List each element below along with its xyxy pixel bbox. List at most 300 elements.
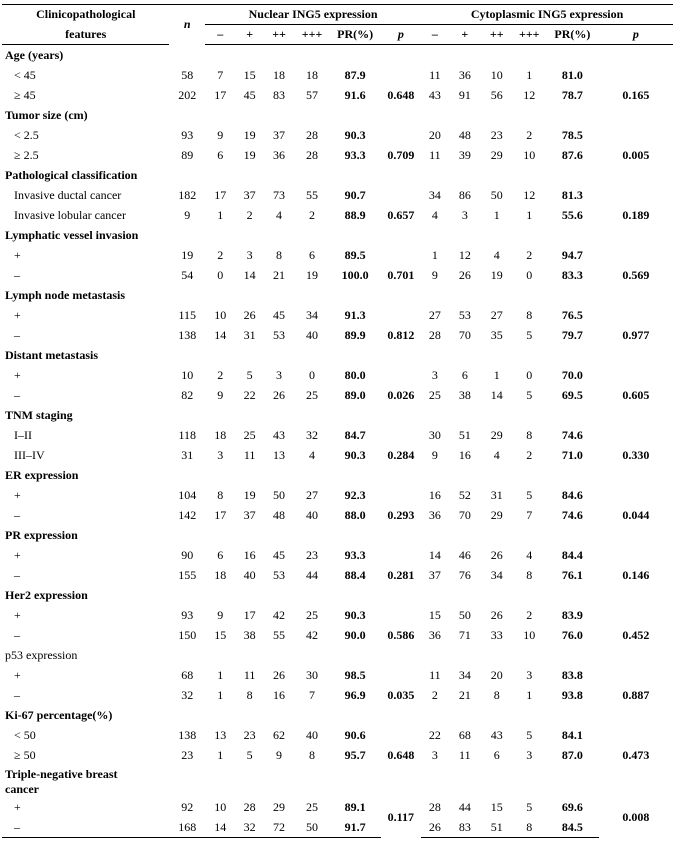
cyto-cell-pr: 55.6 (561, 208, 583, 222)
cyto-p-value: 0.473 (622, 748, 650, 762)
row-label: < 50 (14, 728, 36, 742)
cyto-cell-neg: 30 (428, 428, 441, 442)
group-title: Lymph node metastasis (5, 288, 126, 302)
nuclear-cell-pr: 92.3 (344, 488, 366, 502)
table-row (2, 545, 673, 565)
cyto-p-value (599, 545, 673, 565)
group-title: p53 expression (5, 648, 78, 662)
nuclear-cell-pr: 87.9 (344, 68, 366, 82)
nuclear-cell-plus: 5 (246, 368, 253, 382)
group-title: ER expression (5, 468, 79, 482)
row-label: + (14, 368, 21, 382)
cyto-cell-neg: 25 (428, 388, 441, 402)
cyto-cell-neg: 43 (428, 88, 441, 102)
nuclear-cell-plus3: 0 (309, 368, 316, 382)
nuclear-cell-plus: 19 (243, 488, 256, 502)
cyto-p-value: 0.005 (622, 148, 650, 162)
row-label: – (14, 328, 20, 342)
nuclear-cell-plus: 19 (243, 148, 256, 162)
nuclear-cell-pr: 90.3 (344, 448, 366, 462)
cyto-p-value: 0.977 (622, 328, 650, 342)
nuclear-cell-plus3: 25 (306, 388, 319, 402)
cyto-cell-plus2: 27 (490, 308, 503, 322)
cyto-cell-plus: 50 (458, 608, 471, 622)
nuclear-cell-pr: 88.4 (344, 568, 366, 582)
nuclear-cell-neg: 2 (217, 368, 224, 382)
nuclear-cell-plus3: 18 (306, 68, 319, 82)
nuclear-cell-plus3: 28 (306, 148, 319, 162)
cyto-cell-plus2: 29 (490, 148, 503, 162)
cyto-cell-plus3: 2 (526, 608, 533, 622)
nuclear-cell-pr: 89.0 (344, 388, 366, 402)
nuclear-cell-neg: 15 (214, 628, 227, 642)
cyto-cell-plus: 48 (458, 128, 471, 142)
cyto-cell-plus3: 2 (526, 128, 533, 142)
nuclear-p-value: 0.284 (387, 448, 415, 462)
cyto-cell-pr: 83.3 (561, 268, 583, 282)
col-header-pr: PR(%) (546, 25, 599, 45)
col-header-neg: – (205, 25, 235, 45)
cell-n: 138 (178, 328, 197, 342)
cyto-p-value: 0.044 (622, 508, 650, 522)
cyto-cell-plus2: 33 (490, 628, 503, 642)
nuclear-cell-plus3: 55 (306, 188, 319, 202)
cyto-cell-pr: 81.0 (561, 68, 583, 82)
group-title-row (2, 285, 673, 305)
cell-n: 93 (181, 608, 194, 622)
nuclear-cell-plus: 5 (246, 748, 253, 762)
nuclear-cell-plus2: 62 (273, 728, 286, 742)
nuclear-cell-pr: 96.9 (344, 688, 366, 702)
nuclear-cell-plus2: 72 (264, 817, 294, 838)
cyto-cell-plus2: 19 (490, 268, 503, 282)
nuclear-cell-pr: 90.0 (344, 628, 366, 642)
nuclear-cell-plus3: 27 (306, 488, 319, 502)
nuclear-cell-neg: 6 (217, 148, 224, 162)
cyto-cell-plus2: 1 (493, 208, 500, 222)
group-title-row (2, 645, 673, 665)
cyto-cell-neg: 3 (431, 368, 438, 382)
nuclear-cell-plus3: 2 (309, 208, 316, 222)
cyto-cell-plus: 34 (458, 668, 471, 682)
cyto-cell-pr: 94.7 (561, 248, 583, 262)
cyto-cell-plus3: 10 (523, 628, 536, 642)
group-title-row (2, 465, 673, 485)
group-title-row (2, 165, 673, 185)
cyto-cell-pr: 69.5 (561, 388, 583, 402)
nuclear-cell-plus2: 73 (273, 188, 286, 202)
nuclear-cell-plus: 19 (243, 128, 256, 142)
nuclear-cell-plus2: 45 (273, 548, 286, 562)
cyto-p-value (599, 425, 673, 445)
cyto-cell-plus3: 12 (523, 88, 536, 102)
cyto-cell-pr: 79.7 (561, 328, 583, 342)
cyto-p-value: 0.887 (622, 688, 650, 702)
cyto-cell-plus: 38 (458, 388, 471, 402)
nuclear-cell-plus2: 4 (276, 208, 283, 222)
table-row (2, 265, 673, 285)
col-header-p: p (599, 25, 673, 45)
cyto-cell-pr: 84.4 (561, 548, 583, 562)
cyto-cell-pr: 70.0 (561, 368, 583, 382)
cyto-cell-plus3: 1 (526, 208, 533, 222)
nuclear-cell-pr: 88.9 (344, 208, 366, 222)
cyto-cell-plus2: 56 (490, 88, 503, 102)
nuclear-group-header: Nuclear ING5 expression (205, 5, 421, 25)
cell-n: 118 (178, 428, 196, 442)
cell-n: 9 (184, 208, 191, 222)
cyto-cell-neg: 28 (428, 800, 441, 814)
cyto-p-value: 0.569 (622, 268, 650, 282)
nuclear-p-value (381, 425, 422, 445)
nuclear-cell-plus: 31 (243, 328, 256, 342)
cyto-cell-pr: 87.0 (561, 748, 583, 762)
cyto-cell-plus3: 10 (523, 148, 536, 162)
cyto-p-value (599, 305, 673, 325)
group-title-row (2, 345, 673, 365)
nuclear-cell-plus3: 25 (306, 800, 319, 814)
nuclear-p-value: 0.648 (387, 748, 415, 762)
nuclear-cell-neg: 14 (205, 817, 235, 838)
cell-n: 142 (178, 508, 197, 522)
cyto-p-value: 0.146 (622, 568, 650, 582)
nuclear-cell-pr: 90.7 (344, 188, 366, 202)
cyto-cell-pr: 87.6 (561, 148, 583, 162)
row-label: III–IV (14, 448, 45, 462)
nuclear-cell-plus2: 21 (273, 268, 286, 282)
row-label: + (14, 608, 21, 622)
nuclear-cell-neg: 9 (217, 388, 224, 402)
cyto-cell-plus3: 5 (526, 800, 533, 814)
nuclear-cell-pr: 95.7 (344, 748, 366, 762)
table-row (2, 745, 673, 765)
row-label: – (14, 568, 20, 582)
nuclear-cell-neg: 1 (217, 208, 224, 222)
cell-n: 31 (181, 448, 194, 462)
nuclear-p-value: 0.812 (387, 328, 415, 342)
cell-n: 92 (181, 800, 194, 814)
nuclear-cell-plus: 37 (243, 188, 256, 202)
nuclear-cell-plus: 11 (243, 668, 256, 682)
cell-n: 82 (181, 388, 194, 402)
group-title-row (2, 105, 673, 125)
nuclear-cell-plus3: 34 (306, 308, 319, 322)
nuclear-p-value: 0.657 (387, 208, 415, 222)
nuclear-cell-pr: 100.0 (341, 268, 369, 282)
nuclear-cell-neg: 1 (217, 688, 224, 702)
row-label: + (14, 248, 21, 262)
cell-n: 168 (169, 817, 205, 838)
nuclear-cell-plus2: 26 (273, 668, 286, 682)
nuclear-cell-neg: 6 (217, 548, 224, 562)
cyto-p-value (599, 185, 673, 205)
row-label: – (14, 388, 20, 402)
nuclear-cell-plus2: 8 (276, 248, 283, 262)
cyto-cell-pr: 74.6 (561, 428, 583, 442)
row-label: – (14, 628, 20, 642)
nuclear-cell-pr: 93.3 (344, 548, 366, 562)
cyto-cell-neg: 15 (428, 608, 441, 622)
cyto-cell-plus3: 1 (526, 688, 533, 702)
nuclear-cell-neg: 1 (217, 748, 224, 762)
group-title: Ki-67 percentage(%) (5, 708, 113, 722)
nuclear-cell-plus3: 8 (309, 748, 316, 762)
cyto-cell-pr: 83.9 (561, 608, 583, 622)
cyto-cell-neg: 36 (428, 508, 441, 522)
table-row (2, 685, 673, 705)
cyto-p-value (599, 65, 673, 85)
nuclear-cell-plus2: 50 (273, 488, 286, 502)
nuclear-cell-neg: 17 (214, 188, 227, 202)
nuclear-cell-plus3: 32 (306, 428, 319, 442)
cyto-cell-plus3: 3 (526, 668, 533, 682)
cyto-cell-plus: 86 (458, 188, 471, 202)
col-header-plus3: +++ (513, 25, 546, 45)
cyto-cell-pr: 93.8 (561, 688, 583, 702)
cyto-p-value: 0.165 (622, 88, 650, 102)
nuclear-p-value (381, 365, 422, 385)
group-title-row (2, 225, 673, 245)
table-row (2, 145, 673, 165)
nuclear-p-value (381, 665, 422, 685)
cyto-cell-neg: 22 (428, 728, 441, 742)
group-title-line: cancer (5, 782, 39, 796)
cyto-p-value (599, 665, 673, 685)
row-label: – (14, 688, 20, 702)
row-label: – (14, 508, 20, 522)
nuclear-cell-neg: 3 (217, 448, 224, 462)
cyto-cell-neg: 37 (428, 568, 441, 582)
nuclear-cell-plus3: 50 (294, 817, 330, 838)
cyto-cell-plus: 53 (458, 308, 471, 322)
cyto-cell-plus3: 0 (526, 368, 533, 382)
table-row (2, 505, 673, 525)
cell-n: 150 (178, 628, 197, 642)
nuclear-cell-plus3: 44 (306, 568, 319, 582)
nuclear-cell-pr: 93.3 (344, 148, 366, 162)
nuclear-cell-plus: 32 (235, 817, 263, 838)
cyto-cell-pr: 84.1 (561, 728, 583, 742)
nuclear-p-value: 0.709 (387, 148, 415, 162)
table-row (2, 205, 673, 225)
feature-header-line2: features (2, 25, 169, 45)
cell-n: 155 (178, 568, 197, 582)
nuclear-cell-plus3: 25 (306, 608, 319, 622)
row-label: ≥ 50 (14, 748, 36, 762)
nuclear-cell-plus: 26 (243, 308, 256, 322)
nuclear-p-value (381, 605, 422, 625)
group-title-row (2, 585, 673, 605)
group-title-row (2, 705, 673, 725)
cyto-cell-plus: 6 (461, 368, 468, 382)
cyto-cell-plus2: 26 (490, 548, 503, 562)
col-header-pr: PR(%) (330, 25, 381, 45)
nuclear-cell-plus3: 30 (306, 668, 319, 682)
nuclear-cell-plus3: 7 (309, 688, 316, 702)
cyto-cell-plus: 11 (459, 748, 471, 762)
cyto-cell-plus2: 10 (490, 68, 503, 82)
nuclear-cell-pr: 84.7 (344, 428, 366, 442)
cyto-p-value: 0.008 (622, 810, 650, 825)
cyto-cell-pr: 69.6 (561, 800, 583, 814)
nuclear-p-value (381, 305, 422, 325)
cyto-p-value (599, 485, 673, 505)
cyto-cell-plus3: 8 (526, 428, 533, 442)
table-row (2, 625, 673, 645)
group-title-row (2, 45, 673, 66)
cyto-cell-plus2: 6 (493, 748, 500, 762)
table-row (2, 385, 673, 405)
row-label: I–II (14, 428, 32, 442)
cyto-cell-pr: 71.0 (561, 448, 583, 462)
cyto-cell-plus2: 14 (490, 388, 503, 402)
cyto-cell-plus: 26 (458, 268, 471, 282)
cyto-cell-plus: 39 (458, 148, 471, 162)
cyto-cell-pr: 84.6 (561, 488, 583, 502)
cyto-cell-plus3: 5 (526, 328, 533, 342)
cyto-cell-neg: 3 (431, 748, 438, 762)
nuclear-cell-plus: 38 (243, 628, 256, 642)
nuclear-p-value: 0.026 (387, 388, 415, 402)
group-title: PR expression (5, 528, 78, 542)
nuclear-cell-plus: 28 (243, 800, 256, 814)
cyto-cell-plus3: 0 (526, 268, 533, 282)
table-row (2, 797, 673, 817)
cyto-cell-plus: 3 (461, 208, 468, 222)
cyto-cell-neg: 4 (431, 208, 438, 222)
nuclear-cell-plus: 15 (243, 68, 256, 82)
nuclear-cell-pr: 80.0 (344, 368, 366, 382)
nuclear-cell-plus: 25 (243, 428, 256, 442)
table-row (2, 445, 673, 465)
nuclear-cell-plus3: 40 (306, 328, 319, 342)
nuclear-cell-plus2: 43 (273, 428, 286, 442)
row-label: + (14, 308, 21, 322)
nuclear-cell-plus: 3 (246, 248, 253, 262)
row-label: < 45 (14, 68, 36, 82)
cell-n: 138 (178, 728, 197, 742)
row-label: ≥ 45 (14, 88, 36, 102)
nuclear-cell-plus3: 6 (309, 248, 316, 262)
cyto-p-value (599, 245, 673, 265)
nuclear-p-value: 0.586 (387, 628, 415, 642)
nuclear-cell-neg: 18 (214, 428, 227, 442)
nuclear-cell-plus: 11 (243, 448, 256, 462)
nuclear-cell-plus2: 83 (273, 88, 286, 102)
cell-n: 89 (181, 148, 194, 162)
nuclear-cell-pr: 89.9 (344, 328, 366, 342)
table-row (2, 817, 673, 838)
nuclear-p-value (381, 485, 422, 505)
cell-n: 58 (181, 68, 194, 82)
nuclear-cell-plus3: 4 (309, 448, 316, 462)
cyto-cell-neg: 27 (428, 308, 441, 322)
nuclear-cell-pr: 91.7 (330, 817, 381, 838)
cyto-cell-plus3: 8 (526, 568, 533, 582)
table-row (2, 125, 673, 145)
cell-n: 93 (181, 128, 194, 142)
nuclear-cell-neg: 10 (214, 308, 227, 322)
cyto-cell-plus3: 8 (513, 817, 546, 838)
nuclear-p-value (381, 65, 422, 85)
cyto-cell-plus3: 1 (526, 68, 533, 82)
nuclear-cell-plus2: 55 (273, 628, 286, 642)
nuclear-cell-plus2: 53 (273, 328, 286, 342)
cyto-p-value (599, 365, 673, 385)
nuclear-cell-neg: 1 (217, 668, 224, 682)
nuclear-cell-pr: 91.6 (344, 88, 366, 102)
group-title-row (2, 405, 673, 425)
col-header-plus: + (235, 25, 263, 45)
nuclear-cell-plus: 16 (243, 548, 256, 562)
n-header: n (169, 5, 205, 45)
nuclear-cell-plus: 40 (243, 568, 256, 582)
table-row (2, 725, 673, 745)
nuclear-cell-plus2: 16 (273, 688, 286, 702)
cyto-cell-neg: 34 (428, 188, 441, 202)
cyto-cell-plus: 91 (458, 88, 471, 102)
group-title-line: Triple-negative breast (5, 767, 118, 781)
nuclear-cell-plus: 17 (243, 608, 256, 622)
nuclear-p-value: 0.035 (387, 688, 415, 702)
nuclear-cell-plus: 8 (246, 688, 253, 702)
cyto-p-value (599, 125, 673, 145)
cyto-cell-plus2: 51 (481, 817, 512, 838)
nuclear-cell-neg: 13 (214, 728, 227, 742)
nuclear-cell-plus: 22 (243, 388, 256, 402)
cell-n: 54 (181, 268, 194, 282)
cyto-cell-neg: 14 (428, 548, 441, 562)
cyto-cell-neg: 16 (428, 488, 441, 502)
nuclear-p-value (381, 245, 422, 265)
cyto-cell-plus2: 4 (493, 248, 500, 262)
cyto-cell-plus: 52 (458, 488, 471, 502)
cyto-cell-neg: 26 (421, 817, 448, 838)
nuclear-cell-neg: 10 (214, 800, 227, 814)
cyto-cell-neg: 2 (431, 688, 438, 702)
nuclear-cell-plus2: 3 (276, 368, 283, 382)
cyto-cell-neg: 9 (431, 448, 438, 462)
nuclear-cell-pr: 90.6 (344, 728, 366, 742)
cyto-cell-neg: 36 (428, 628, 441, 642)
cyto-cell-plus3: 5 (526, 728, 533, 742)
nuclear-cell-plus2: 26 (273, 388, 286, 402)
cell-n: 10 (181, 368, 194, 382)
cyto-cell-neg: 11 (429, 148, 441, 162)
nuclear-cell-pr: 89.5 (344, 248, 366, 262)
nuclear-cell-plus2: 42 (273, 608, 286, 622)
cyto-cell-plus: 68 (458, 728, 471, 742)
nuclear-cell-plus3: 19 (306, 268, 319, 282)
col-header-plus3: +++ (294, 25, 330, 45)
nuclear-cell-neg: 9 (217, 128, 224, 142)
nuclear-cell-pr: 90.3 (344, 128, 366, 142)
nuclear-cell-neg: 8 (217, 488, 224, 502)
nuclear-p-value: 0.648 (387, 88, 415, 102)
cell-n: 104 (178, 488, 197, 502)
group-title: Distant metastasis (5, 348, 98, 362)
cyto-cell-plus3: 5 (526, 388, 533, 402)
table-row (2, 425, 673, 445)
table-row (2, 365, 673, 385)
ing5-expression-table (2, 4, 673, 838)
nuclear-cell-neg: 17 (214, 508, 227, 522)
cyto-cell-neg: 11 (429, 68, 441, 82)
group-title: Age (years) (5, 48, 64, 62)
cyto-cell-pr: 76.5 (561, 308, 583, 322)
cyto-cell-plus2: 20 (490, 668, 503, 682)
cyto-cell-plus2: 50 (490, 188, 503, 202)
